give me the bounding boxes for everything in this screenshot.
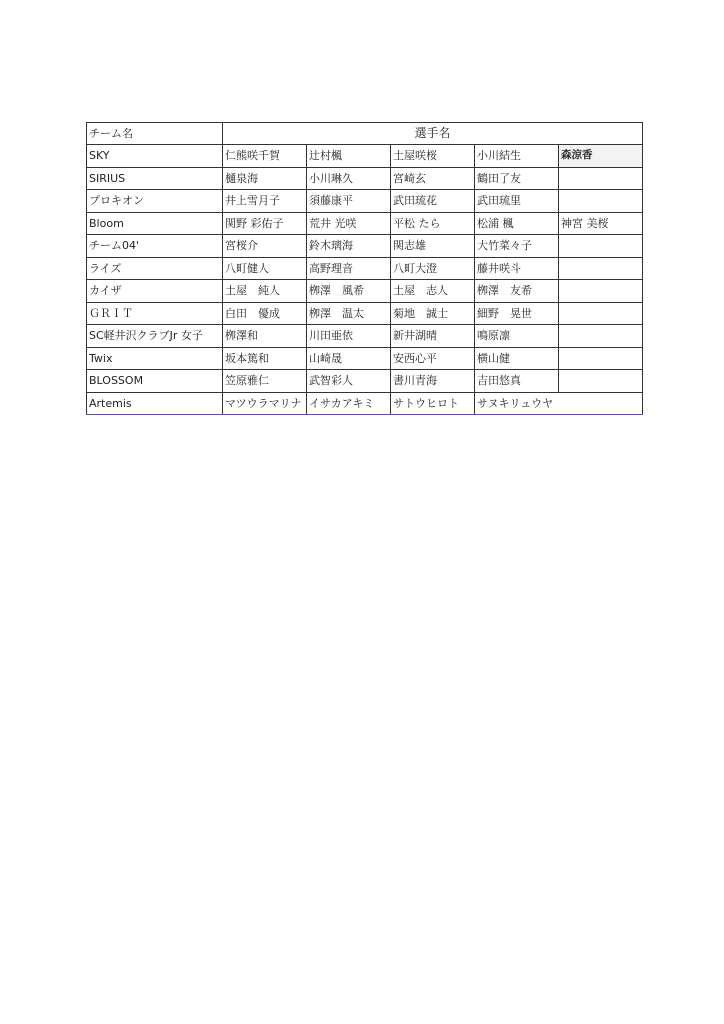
table-row <box>87 145 643 168</box>
player-cell: 土屋 純人 <box>223 280 307 303</box>
player-cell <box>559 370 643 393</box>
player-cell: 神宮 美桜 <box>559 212 643 235</box>
player-cell: 鈴木璃海 <box>307 235 391 258</box>
player-cell <box>559 302 643 325</box>
table-row <box>87 370 643 393</box>
player-cell: 辻村楓 <box>307 145 391 168</box>
team-cell: Bloom <box>87 212 223 235</box>
table-row <box>87 392 643 415</box>
team-name-header: チーム名 <box>87 123 223 145</box>
player-cell: 白田 優成 <box>223 302 307 325</box>
team-cell: カイザ <box>87 280 223 303</box>
player-cell: 松浦 楓 <box>475 212 559 235</box>
table-row <box>87 280 643 303</box>
team-cell: SKY <box>87 145 223 168</box>
player-cell: 関野 彩佑子 <box>223 212 307 235</box>
player-cell: 大竹菜々子 <box>475 235 559 258</box>
team-cell: チーム04' <box>87 235 223 258</box>
player-cell: 栁澤 友希 <box>475 280 559 303</box>
player-cell: 樋泉海 <box>223 167 307 190</box>
player-cell: 栁澤 風希 <box>307 280 391 303</box>
team-cell: プロキオン <box>87 190 223 213</box>
table-row <box>87 257 643 280</box>
team-cell: SIRIUS <box>87 167 223 190</box>
table-row <box>87 212 643 235</box>
table-row <box>87 347 643 370</box>
player-cell: 鳴原凛 <box>475 325 559 348</box>
player-cell: 仁熊咲千賀 <box>223 145 307 168</box>
table-header-row <box>87 123 643 145</box>
team-cell: Artemis <box>87 392 223 415</box>
player-cell: 武智彩人 <box>307 370 391 393</box>
player-cell: 書川青海 <box>391 370 475 393</box>
table-row <box>87 167 643 190</box>
player-cell <box>559 167 643 190</box>
player-cell <box>559 257 643 280</box>
table-row <box>87 235 643 258</box>
player-cell: 井上雪月子 <box>223 190 307 213</box>
player-cell: 細野 晃世 <box>475 302 559 325</box>
player-cell: 関志雄 <box>391 235 475 258</box>
player-cell: 八町健人 <box>223 257 307 280</box>
player-cell <box>559 325 643 348</box>
table-row <box>87 302 643 325</box>
player-cell: 坂本篤和 <box>223 347 307 370</box>
player-cell: 菊地 誠士 <box>391 302 475 325</box>
table-row <box>87 190 643 213</box>
player-cell: サヌキリュウヤ <box>475 392 643 415</box>
player-cell: サトウヒロト <box>391 392 475 415</box>
table-row <box>87 325 643 348</box>
player-cell: 山崎晟 <box>307 347 391 370</box>
player-cell: 横山健 <box>475 347 559 370</box>
player-cell <box>559 235 643 258</box>
player-cell: 土屋 志人 <box>391 280 475 303</box>
player-names-header: 選手名 <box>223 123 643 145</box>
player-cell: 平松 たら <box>391 212 475 235</box>
team-cell: SC軽井沢クラブJr 女子 <box>87 325 223 348</box>
player-cell: 小川琳久 <box>307 167 391 190</box>
player-cell: 武田琉里 <box>475 190 559 213</box>
player-cell: 川田亜依 <box>307 325 391 348</box>
team-cell: Twix <box>87 347 223 370</box>
player-cell: 武田琉花 <box>391 190 475 213</box>
player-cell: 小川結生 <box>475 145 559 168</box>
player-cell: 八町大澄 <box>391 257 475 280</box>
player-cell: 宮崎玄 <box>391 167 475 190</box>
team-cell: BLOSSOM <box>87 370 223 393</box>
player-cell: 藤井咲斗 <box>475 257 559 280</box>
player-cell: 土屋咲桜 <box>391 145 475 168</box>
player-cell <box>559 347 643 370</box>
player-cell: 高野理音 <box>307 257 391 280</box>
team-roster-table <box>86 122 643 415</box>
player-cell: 栁澤和 <box>223 325 307 348</box>
player-cell: 鶴田了友 <box>475 167 559 190</box>
player-cell: イサカアキミ <box>307 392 391 415</box>
player-cell <box>559 190 643 213</box>
player-cell: 栁澤 温太 <box>307 302 391 325</box>
player-cell: 森涼香 <box>559 145 643 168</box>
team-cell: ＧＲＩＴ <box>87 302 223 325</box>
player-cell: 笠原雅仁 <box>223 370 307 393</box>
player-cell: 吉田悠真 <box>475 370 559 393</box>
player-cell: マツウラマリナ <box>223 392 307 415</box>
player-cell <box>559 280 643 303</box>
team-cell: ライズ <box>87 257 223 280</box>
player-cell: 宮桜介 <box>223 235 307 258</box>
player-cell: 荒井 光咲 <box>307 212 391 235</box>
player-cell: 新井湖晴 <box>391 325 475 348</box>
player-cell: 安西心平 <box>391 347 475 370</box>
player-cell: 須藤康平 <box>307 190 391 213</box>
